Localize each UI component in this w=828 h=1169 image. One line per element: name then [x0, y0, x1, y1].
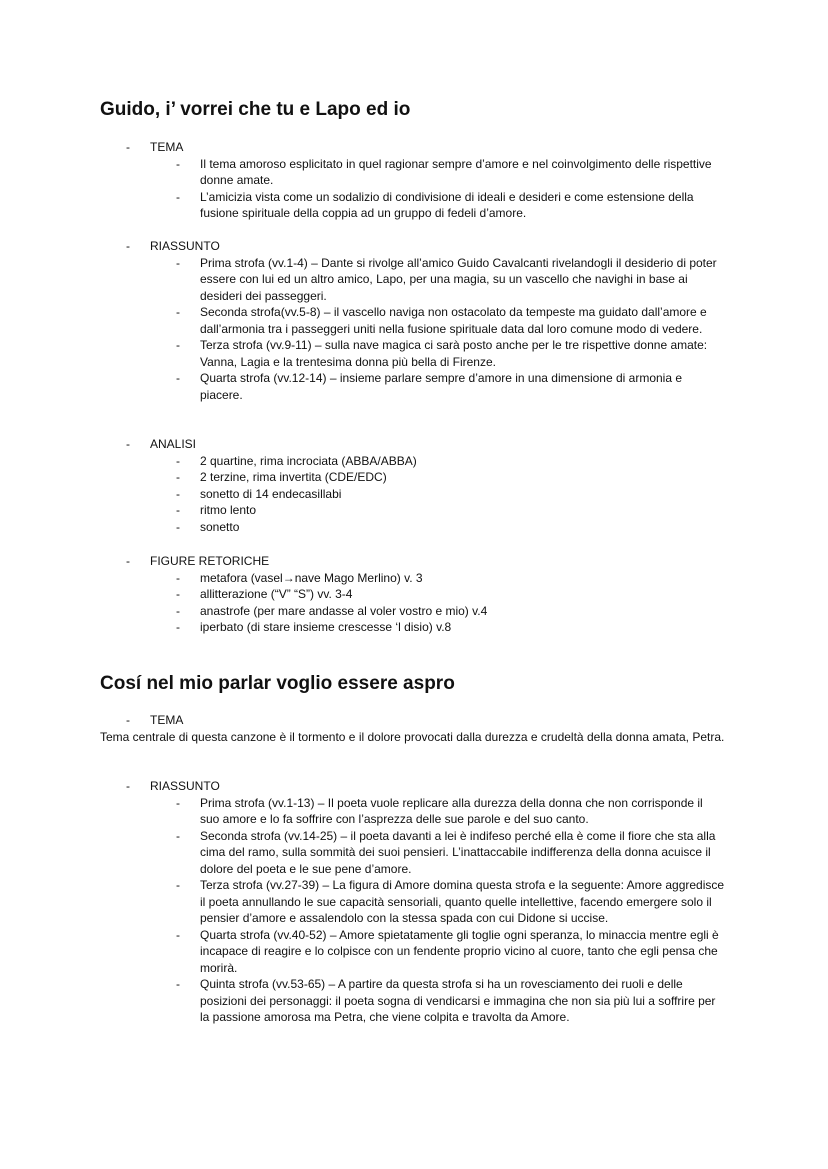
list-item: - 2 terzine, rima invertita (CDE/EDC) — [100, 469, 725, 486]
list-item: - sonetto di 14 endecasillabi — [100, 486, 725, 503]
figure-retoriche-section — [100, 553, 740, 636]
tema-section — [100, 712, 740, 745]
list-item: - sonetto — [100, 519, 725, 536]
list-item: - iperbato (di stare insieme crescesse ‘l disio) v.8 — [100, 619, 725, 636]
section-label: - TEMA — [100, 712, 740, 729]
riassunto-section — [100, 778, 740, 1026]
list-item: - 2 quartine, rima incrociata (ABBA/ABBA) — [100, 453, 725, 470]
list-item: - Seconda strofa(vv.5-8) – il vascello naviga non ostacolato da tempeste ma guidato dall’amore e dall’armonia tra i passeggeri uniti nella fusione spirituale data dal loro comune modo di vedere. — [100, 304, 725, 337]
list-item: - Quarta strofa (vv.12-14) – insieme parlare sempre d’amore in una dimensione di armonia e piacere. — [100, 370, 725, 403]
list-item: - Il tema amoroso esplicitato in quel ragionar sempre d’amore e nel coinvolgimento delle rispettive donne amate. — [100, 156, 725, 189]
list-item: - Seconda strofa (vv.14-25) – il poeta davanti a lei è indifeso perché ella è come il fiore che sta alla cima del ramo, sulla sommità dei suoi pensieri. L’inattaccabile indifferenza della donna acuisce il dolore del poeta e le sue pene d’amore. — [100, 828, 725, 878]
list-item: - Terza strofa (vv.27-39) – La figura di Amore domina questa strofa e la seguente: Amore aggredisce il poeta annullando le sue capacità sensoriali, quanto quelle intellettive, facendo emergere solo il pensier d’amore e assalendolo con la stessa spada con cui Didone si uccise. — [100, 877, 725, 927]
list-item: - L’amicizia vista come un sodalizio di condivisione di ideali e desideri e come estensione della fusione spirituale della coppia ad un gruppo di fedeli d’amore. — [100, 189, 725, 222]
list-item: - Quarta strofa (vv.40-52) – Amore spietatamente gli toglie ogni speranza, lo minaccia mentre egli è incapace di reagire e lo colpisce con un fendente proprio vicino al cuore, tanto che egli pensa che morirà. — [100, 927, 725, 977]
section-label: - FIGURE RETORICHE — [100, 553, 740, 570]
list-item: - Quinta strofa (vv.53-65) – A partire da questa strofa si ha un rovesciamento dei ruoli e delle posizioni dei personaggi: il poeta sogna di vendicarsi e immagina che non sia più lui a soffrire per la passione amorosa ma Petra, che viene colpita e travolta da Amore. — [100, 976, 725, 1026]
section-label: - TEMA — [100, 139, 740, 156]
list-item: - ritmo lento — [100, 502, 725, 519]
list-item: - Prima strofa (vv.1-4) – Dante si rivolge all’amico Guido Cavalcanti rivelandogli il desiderio di poter essere con lui ed un altro amico, Lapo, per una magia, su un vascello che navighi in base ai desideri dei passeggeri. — [100, 255, 725, 305]
analisi-section — [100, 436, 740, 535]
list-item: - metafora (vasel→nave Mago Merlino) v. 3 — [100, 570, 725, 587]
section-label: - RIASSUNTO — [100, 238, 740, 255]
list-item: - allitterazione (“V” “S”) vv. 3-4 — [100, 586, 725, 603]
section-label: - ANALISI — [100, 436, 740, 453]
list-item: - Prima strofa (vv.1-13) – Il poeta vuole replicare alla durezza della donna che non corrisponde il suo amore e lo fa soffrire con l’asprezza delle sue parole e del suo canto. — [100, 795, 725, 828]
tema-section — [100, 139, 740, 222]
section-title: Guido, i’ vorrei che tu e Lapo ed io — [100, 99, 411, 120]
section-label: - RIASSUNTO — [100, 778, 740, 795]
section-title: Cosí nel mio parlar voglio essere aspro — [100, 673, 455, 694]
list-item: - Terza strofa (vv.9-11) – sulla nave magica ci sarà posto anche per le tre rispettive donne amate: Vanna, Lagia e la trentesima donna più bella di Firenze. — [100, 337, 725, 370]
list-item: - anastrofe (per mare andasse al voler vostro e mio) v.4 — [100, 603, 725, 620]
tema-paragraph: Tema centrale di questa canzone è il tormento e il dolore provocati dalla durezza e crudeltà della donna amata, Petra. — [100, 729, 725, 744]
riassunto-section — [100, 238, 740, 403]
